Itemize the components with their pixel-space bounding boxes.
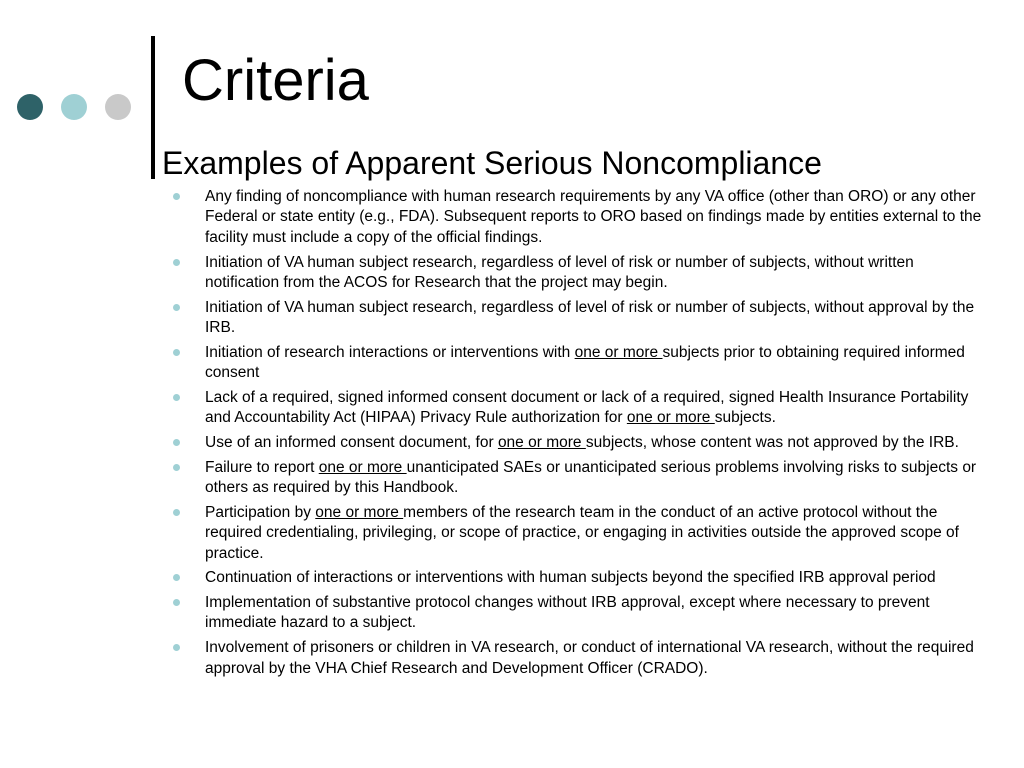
bullet-text (205, 434, 959, 451)
bullet-text-lead: Continuation of interactions or interventions with human subjects beyond the specified IRB approval period (205, 569, 936, 587)
bullet-text-underlined: one or more (574, 343, 663, 361)
bullet-text-lead: Use of an informed consent document, for (205, 433, 498, 451)
bullet-text-underlined: one or more (497, 433, 586, 451)
bullet-dot-icon (173, 439, 180, 446)
bullet-text (205, 344, 965, 381)
bullet-list (172, 187, 992, 683)
bullet-text (205, 569, 936, 586)
bullet-item (172, 433, 992, 453)
bullet-text-trail: subjects. (714, 409, 776, 427)
slide-title: Criteria (182, 48, 369, 113)
bullet-text-lead: Initiation of research interactions or interventions with (205, 343, 575, 361)
bullet-dot-icon (173, 349, 180, 356)
bullet-text-underlined: one or more (315, 503, 404, 521)
bullet-item (172, 388, 992, 429)
bullet-dot-icon (173, 509, 180, 516)
bullet-item (172, 298, 992, 339)
decorative-dot-teal (61, 94, 87, 120)
bullet-text-lead: Initiation of VA human subject research, regardless of level of risk or number of subjects, without approval by the IRB. (205, 298, 975, 337)
bullet-text (205, 594, 930, 631)
bullet-text-underlined: one or more (626, 409, 715, 427)
bullet-item (172, 568, 992, 588)
bullet-text (205, 459, 976, 496)
bullet-text (205, 188, 981, 246)
bullet-text-trail: subjects, whose content was not approved by the IRB. (585, 433, 959, 451)
bullet-text (205, 639, 974, 676)
bullet-text-trail: unanticipated SAEs or unanticipated serious problems involving risks to subjects or others as required by this Handbook. (205, 458, 977, 497)
bullet-text-lead: Lack of a required, signed informed consent document or lack of a required, signed Health Insurance Portability and Accountability Act (HIPAA) Privacy Rule authorization for (205, 388, 969, 427)
decorative-dot-dark (17, 94, 43, 120)
bullet-item (172, 253, 992, 294)
bullet-dot-icon (173, 394, 180, 401)
bullet-text-lead: Implementation of substantive protocol changes without IRB approval, except where necessary to prevent immediate hazard to a subject. (205, 593, 930, 632)
bullet-text-lead: Any finding of noncompliance with human research requirements by any VA office (other than ORO) or any other Federal or state entity (e.g., FDA). Subsequent reports to ORO based on findings made by entities external to the facility must include a copy of the official findings. (205, 188, 982, 246)
bullet-text (205, 254, 914, 291)
bullet-text (205, 299, 974, 336)
decorative-dot-gray (105, 94, 131, 120)
bullet-item (172, 593, 992, 634)
bullet-dot-icon (173, 464, 180, 471)
bullet-text (205, 504, 959, 562)
bullet-text-underlined: one or more (318, 458, 407, 476)
bullet-dot-icon (173, 193, 180, 200)
bullet-item (172, 458, 992, 499)
bullet-dot-icon (173, 644, 180, 651)
bullet-item (172, 638, 992, 679)
bullet-item (172, 187, 992, 248)
bullet-dot-icon (173, 599, 180, 606)
bullet-text-trail: members of the research team in the conduct of an active protocol without the required credentialing, privileging, or scope of practice, or engaging in activities outside the approved scope of practice. (205, 503, 959, 562)
bullet-text-lead: Participation by (205, 503, 316, 521)
bullet-text-lead: Initiation of VA human subject research, regardless of level of risk or number of subjects, without written notification from the ACOS for Research that the project may begin. (205, 253, 914, 291)
bullet-text-trail: subjects prior to obtaining required informed consent (205, 343, 965, 382)
bullet-item (172, 343, 992, 384)
bullet-item (172, 503, 992, 564)
bullet-dot-icon (173, 574, 180, 581)
bullet-dot-icon (173, 304, 180, 311)
bullet-text (205, 389, 968, 426)
bullet-dot-icon (173, 259, 180, 266)
bullet-text-lead: Involvement of prisoners or children in VA research, or conduct of international VA research, without the required approval by the VHA Chief Research and Development Officer (CRADO). (205, 639, 974, 677)
slide-subtitle: Examples of Apparent Serious Noncompliance (162, 145, 822, 181)
vertical-rule (151, 36, 155, 179)
bullet-text-lead: Failure to report (205, 458, 319, 476)
